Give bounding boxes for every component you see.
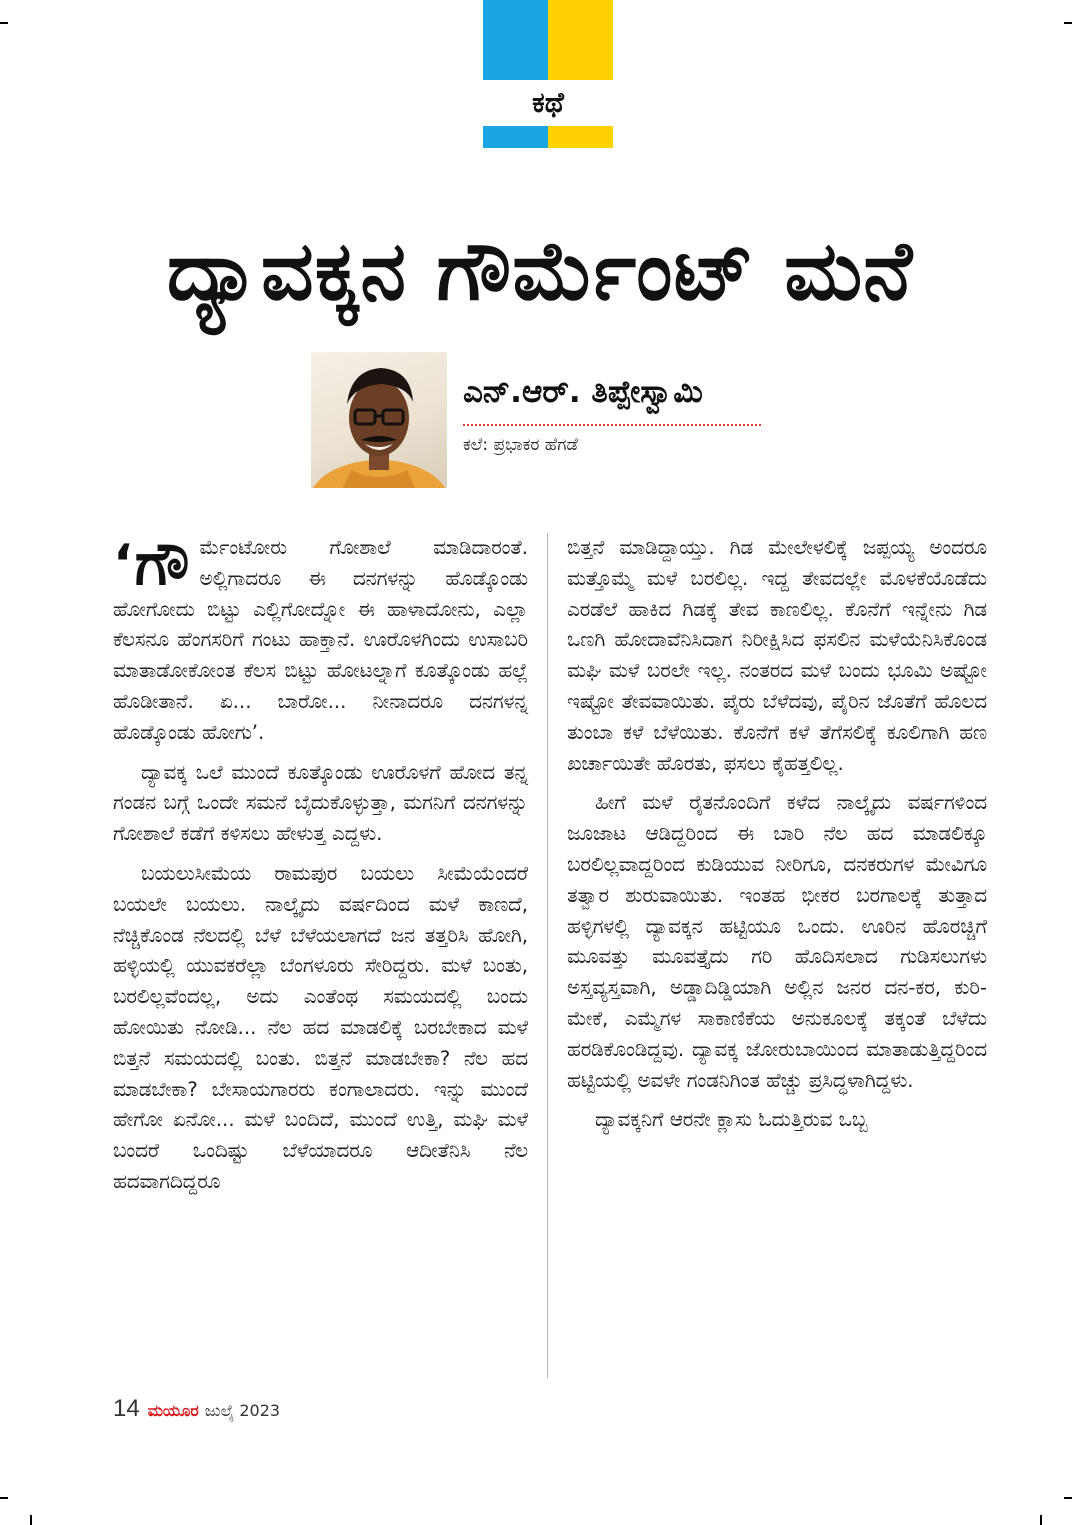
article-paragraph-4: ಬಿತ್ತನೆ ಮಾಡಿದ್ದಾಯ್ತು. ಗಿಡ ಮೇಲೇಳಲಿಕ್ಕೆ ಜಪ್ಪಯ್ಯ ಅಂದರೂ ಮತ್ತೊಮ್ಮೆ ಮಳೆ ಬರಲಿಲ್ಲ. ಇದ್ದ ತೇವದಲ್ಲೇ ಮೊಳಕೆಯೊಡೆದು ಎರಡೆಲೆ ಹಾಕಿದ ಗಿಡಕ್ಕೆ ತೇವ ಕಾಣಲಿಲ್ಲ. ಕೊನೆಗೆ ಇನ್ನೇನು ಗಿಡ ಒಣಗಿ ಹೋದಾವೆನಿಸಿದಾಗ ನಿರೀಕ್ಷಿಸಿದ ಫಸಲಿನ ಮಳೆಯೆನಿಸಿಕೊಂಡ ಮಘಿ ಮಳೆ ಬರಲೇ ಇಲ್ಲ. ನಂತರದ ಮಳೆ ಬಂದು ಭೂಮಿ ಅಷ್ಟೋ ಇಷ್ಟೋ ತೇವವಾಯಿತು. ಪೈರು ಬೆಳೆದವು, ಪೈರಿನ ಜೊತೆಗೆ ಹೊಲದ ತುಂಬಾ ಕಳೆ ಬೆಳೆಯಿತು. ಕೊನೆಗೆ ಕಳೆ ತೆಗೆಸಲಿಕ್ಕೆ ಕೂಲಿಗಾಗಿ ಹಣ ಖರ್ಚಾಯಿತೇ ಹೊರತು, ಫಸಲು ಕೈಹತ್ತಲಿಲ್ಲ. (567, 536, 987, 775)
illustrator-credit: ಕಲೆ: ಪ್ರಭಾಕರ ಹೆಗಡೆ (463, 435, 578, 455)
crop-mark-bottom-left (0, 1497, 8, 1499)
page-number: 14 (113, 1395, 140, 1422)
dropcap-quote: ‘ (113, 534, 133, 594)
crop-mark-top-left (0, 22, 8, 24)
section-yellow-block (548, 0, 613, 80)
page-footer (113, 1395, 280, 1423)
section-color-block-bottom (483, 126, 613, 148)
section-label: ಕಥೆ (532, 86, 564, 119)
article-column-right (567, 533, 987, 1145)
section-blue-strip (483, 126, 548, 148)
article-headline: ದ್ಯಾವಕ್ಕನ ಗೌರ್ಮೆಂಟ್ ಮನೆ (166, 224, 914, 319)
column-divider (547, 533, 548, 1378)
issue-date: ಜುಲೈ 2023 (204, 1401, 281, 1420)
dropcap-letter: ಗೌ (134, 529, 190, 599)
article-paragraph-6: ದ್ಯಾವಕ್ಕನಿಗೆ ಆರನೇ ಕ್ಲಾಸು ಓದುತ್ತಿರುವ ಒಬ್ಬ (595, 1108, 868, 1132)
author-name: ಎನ್.ಆರ್. ತಿಪ್ಪೇಸ್ವಾಮಿ (463, 374, 703, 410)
author-portrait-image (311, 352, 447, 488)
byline-dotted-rule (463, 424, 761, 426)
crop-mark-bottom-right-v (1040, 1515, 1042, 1525)
crop-mark-bottom-right (1064, 1497, 1072, 1499)
dropcap (113, 529, 190, 599)
magazine-name: ಮಯೂರ (147, 1401, 199, 1420)
section-color-block-top (483, 0, 613, 80)
paragraph-1-text: ರ್ಮೆಂಟೋರು ಗೋಶಾಲೆ ಮಾಡಿದಾರಂತೆ. ಅಲ್ಲಿಗಾದರೂ ಈ ದನಗಳನ್ನು ಹೊಡ್ಕೊಂಡು ಹೋಗೋದು ಬಿಟ್ಟು ಎಲ್ಲಿಗೋದ್ನೋ ಈ ಹಾಳಾದೋನು, ಎಲ್ಲಾ ಕೆಲಸನೂ ಹೆಂಗಸರಿಗೆ ಗಂಟು ಹಾಕ್ತಾನೆ. ಊರೊಳಗಿಂದು ಉಸಾಬರಿ ಮಾತಾಡೋಕೋಂತ ಕೆಲಸ ಬಿಟ್ಟು ಹೋಟಲ್ನಾಗೆ ಕೂತ್ಕೊಂಡು ಹಲ್ಲೆ ಹೊಡೀತಾನೆ. ಏ... ಬಾರೋ... ನೀನಾದರೂ ದನಗಳನ್ನ ಹೊಡ್ಕೊಂಡು ಹೋಗು’. (113, 536, 528, 744)
article-paragraph-5: ಹೀಗೆ ಮಳೆ ರೈತನೊಂದಿಗೆ ಕಳೆದ ನಾಲ್ಕೈದು ವರ್ಷಗಳಿಂದ ಜೂಜಾಟ ಆಡಿದ್ದರಿಂದ ಈ ಬಾರಿ ನೆಲ ಹದ ಮಾಡಲಿಕ್ಕೂ ಬರಲಿಲ್ಲವಾದ್ದರಿಂದ ಕುಡಿಯುವ ನೀರಿಗೂ, ದನಕರುಗಳ ಮೇವಿಗೂ ತತ್ವಾರ ಶುರುವಾಯಿತು. ಇಂತಹ ಭೀಕರ ಬರಗಾಲಕ್ಕೆ ತುತ್ತಾದ ಹಳ್ಳಿಗಳಲ್ಲಿ ದ್ಯಾವಕ್ಕನ ಹಟ್ಟಿಯೂ ಒಂದು. ಊರಿನ ಹೊರಚ್ಚಿಗೆ ಮೂವತ್ತು ಮೂವತ್ತೈದು ಗರಿ ಹೊದಿಸಲಾದ ಗುಡಿಸಲುಗಳು ಅಸ್ತವ್ಯಸ್ತವಾಗಿ, ಅಡ್ಡಾದಿಡ್ಡಿಯಾಗಿ ಅಲ್ಲಿನ ಜನರ ದನ-ಕರ, ಕುರಿ-ಮೇಕೆ, ಎಮ್ಮೆಗಳ ಸಾಕಾಣಿಕೆಯ ಅನುಕೂಲಕ್ಕೆ ತಕ್ಕಂತೆ ಬೆಳೆದು ಹರಡಿಕೊಂಡಿದ್ದವು. ದ್ಯಾವಕ್ಕ ಜೋರುಬಾಯಿಂದ ಮಾತಾಡುತ್ತಿದ್ದರಿಂದ ಹಟ್ಟಿಯಲ್ಲಿ ಅವಳೇ ಗಂಡನಿಗಿಂತ ಹೆಚ್ಚು ಪ್ರಸಿದ್ಧಳಾಗಿದ್ದಳು. (567, 791, 987, 1092)
crop-mark-top-right (1064, 22, 1072, 24)
crop-mark-bottom-left-v (30, 1515, 32, 1525)
section-marker (483, 0, 613, 148)
section-blue-block (483, 0, 548, 80)
article-paragraph-2: ದ್ಯಾವಕ್ಕ ಒಲೆ ಮುಂದೆ ಕೂತ್ಕೊಂಡು ಊರೊಳಗೆ ಹೋದ ತನ್ನ ಗಂಡನ ಬಗ್ಗೆ ಒಂದೇ ಸಮನೆ ಬೈದುಕೊಳ್ಳುತ್ತಾ, ಮಗನಿಗೆ ದನಗಳನ್ನು ಗೋಶಾಲೆ ಕಡೆಗೆ ಕಳಿಸಲು ಹೇಳುತ್ತ ಎದ್ದಳು. (113, 760, 528, 846)
article-paragraph-3: ಬಯಲುಸೀಮೆಯ ರಾಮಪುರ ಬಯಲು ಸೀಮೆಯೆಂದರೆ ಬಯಲೇ ಬಯಲು. ನಾಲ್ಕೈದು ವರ್ಷದಿಂದ ಮಳೆ ಕಾಣದೆ, ನೆಚ್ಚಿಕೊಂಡ ನೆಲದಲ್ಲಿ ಬೆಳೆ ಬೆಳೆಯಲಾಗದೆ ಜನ ತತ್ತರಿಸಿ ಹೋಗಿ, ಹಳ್ಳಿಯಲ್ಲಿ ಯುವಕರೆಲ್ಲಾ ಬೆಂಗಳೂರು ಸೇರಿದ್ದರು. ಮಳೆ ಬಂತು, ಬರಲಿಲ್ಲವೆಂದಲ್ಲ, ಅದು ಎಂತೆಂಥ ಸಮಯದಲ್ಲಿ ಬಂದು ಹೋಯಿತು ನೋಡಿ... ನೆಲ ಹದ ಮಾಡಲಿಕ್ಕೆ ಬರಬೇಕಾದ ಮಳೆ ಬಿತ್ತನೆ ಸಮಯದಲ್ಲಿ ಬಂತು. ಬಿತ್ತನೆ ಮಾಡಬೇಕಾ? ನೆಲ ಹದ ಮಾಡಬೇಕಾ? ಬೇಸಾಯಗಾರರು ಕಂಗಾಲಾದರು. ಇನ್ನು ಮುಂದೆ ಹೇಗೋ ಏನೋ... ಮಳೆ ಬಂದಿದೆ, ಮುಂದೆ ಉತ್ತಿ, ಮಘಿ ಮಳೆ ಬಂದರೆ ಒಂದಿಷ್ಟು ಬೆಳೆಯಾದರೂ ಆದೀತೆನಿಸಿ ನೆಲ ಹದವಾಗದಿದ್ದರೂ (113, 861, 528, 1193)
article-paragraph-1 (113, 529, 528, 749)
article-column-left (113, 529, 528, 1207)
section-yellow-strip (548, 126, 613, 148)
author-photo (311, 352, 447, 488)
